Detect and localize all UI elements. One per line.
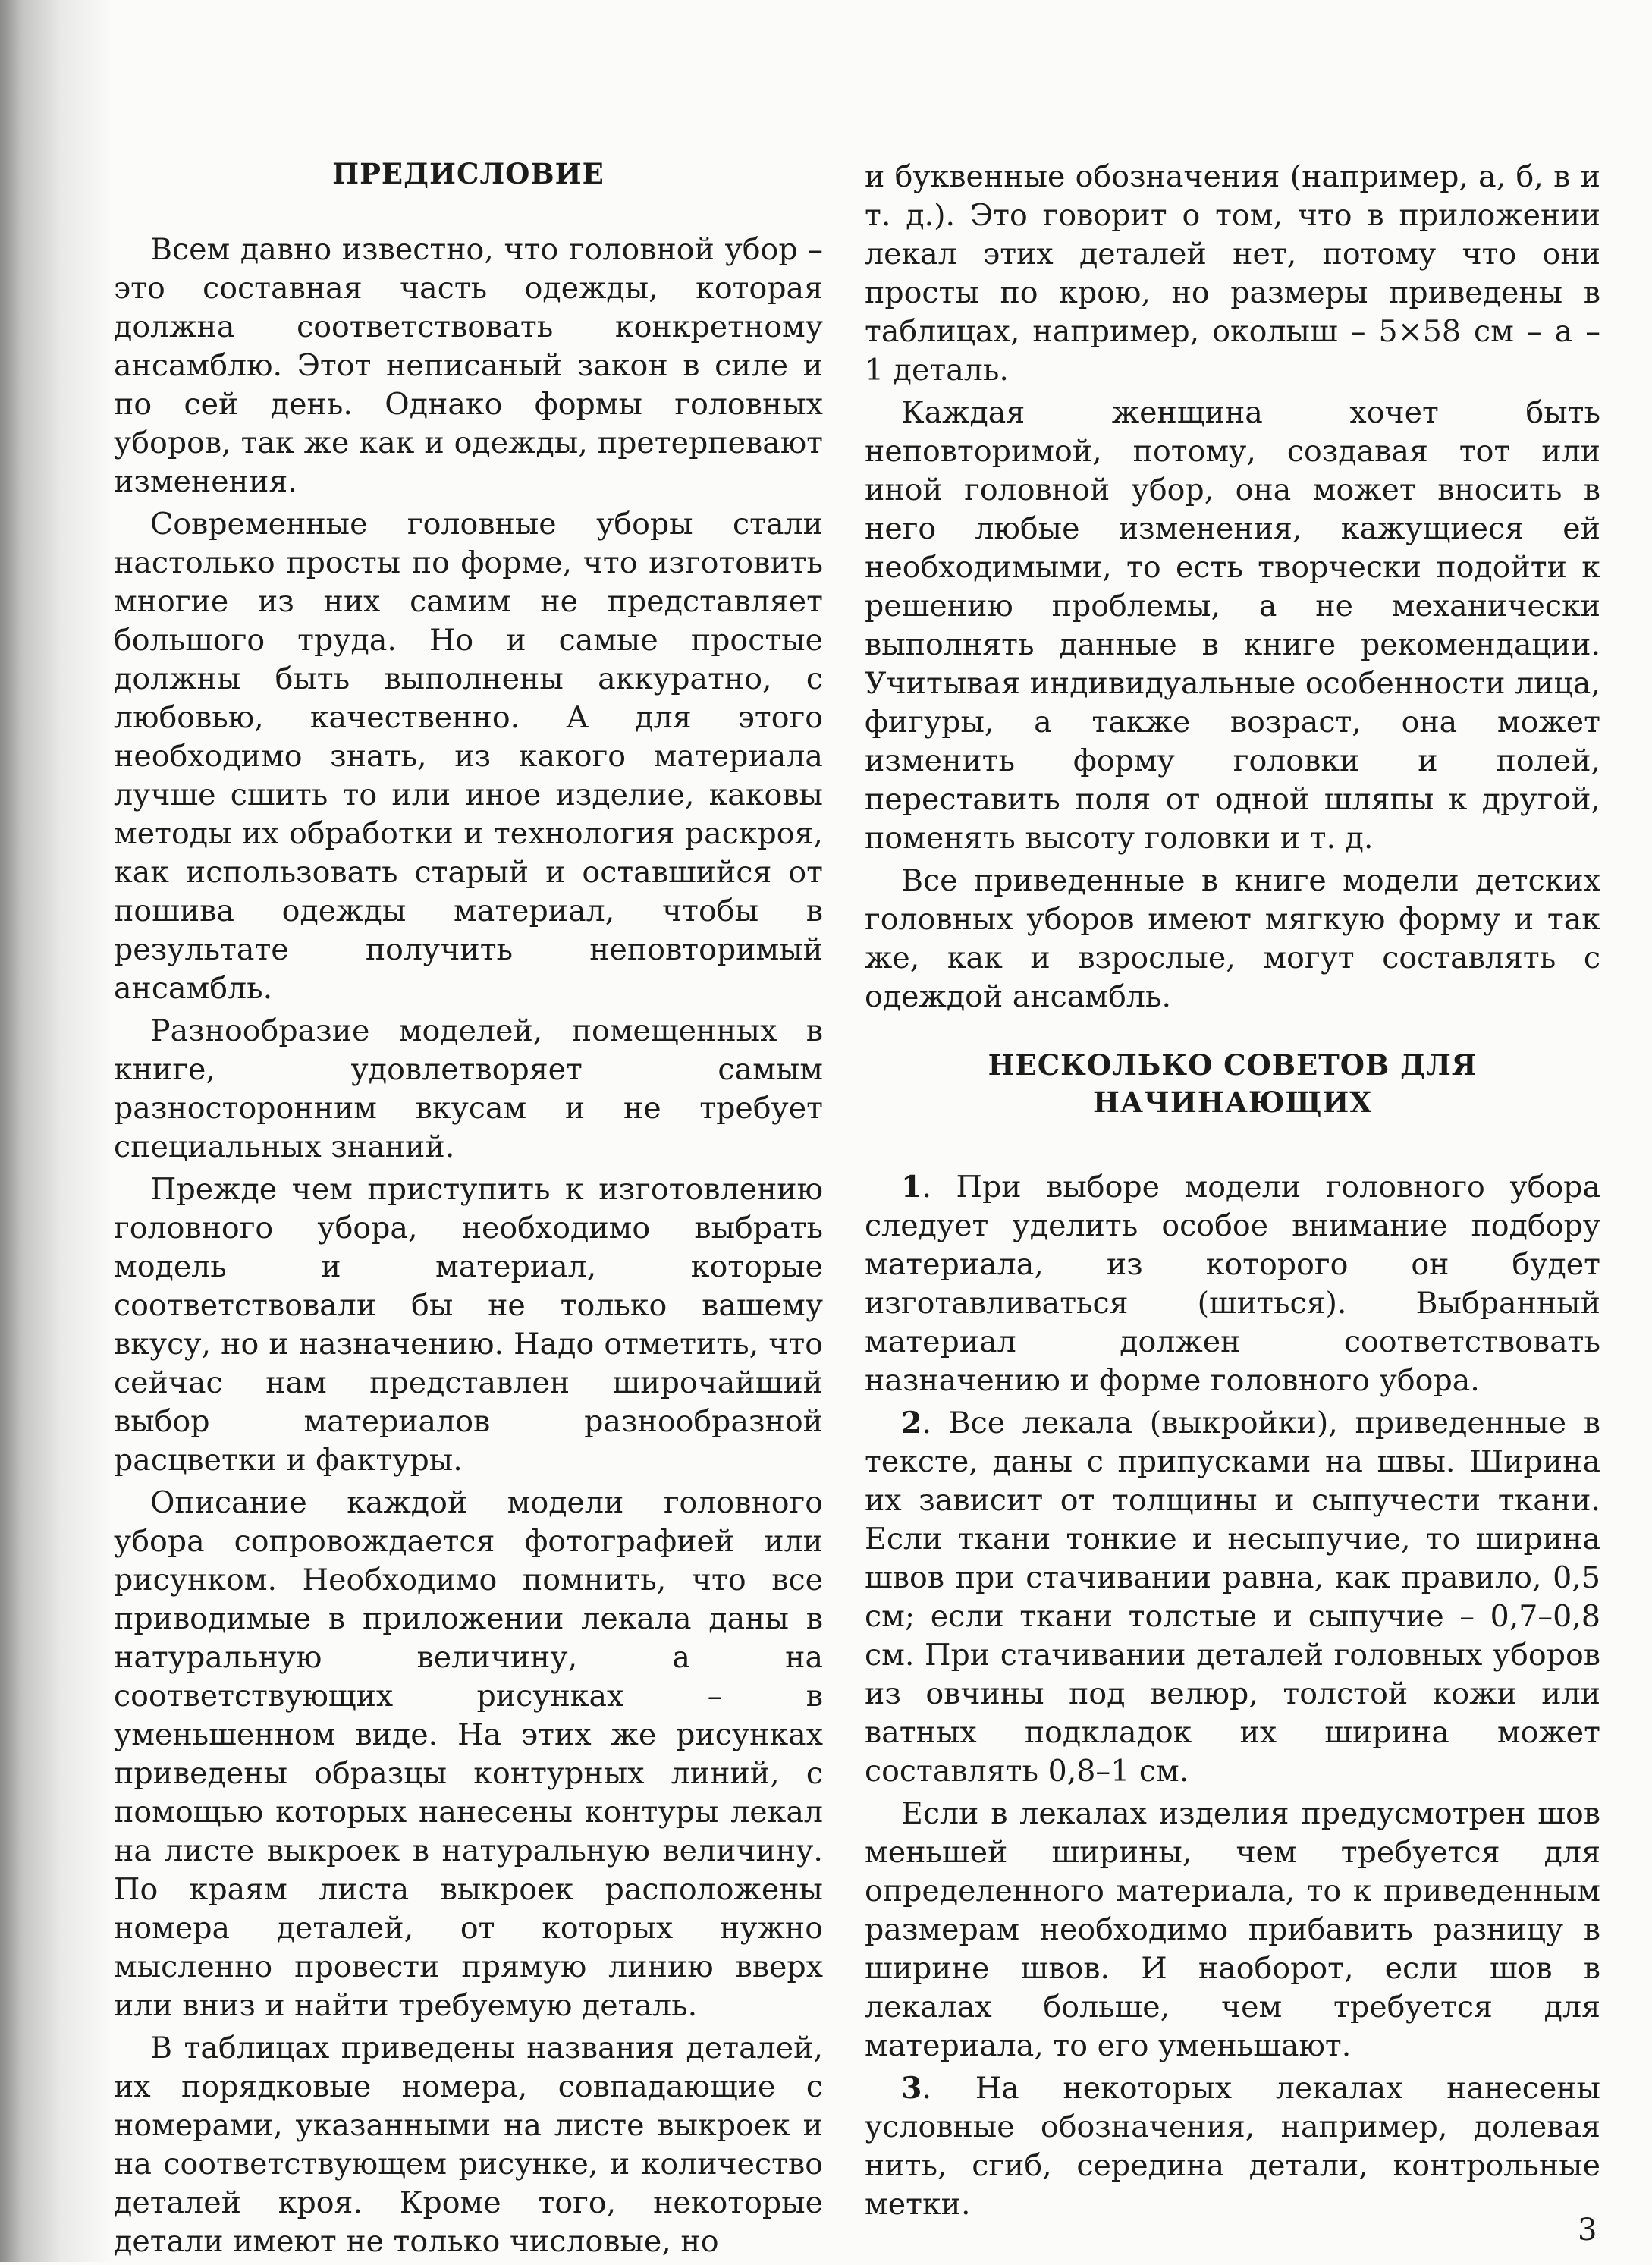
- tips-heading: [865, 1047, 1600, 1121]
- left-column: [114, 156, 823, 2265]
- tip-2-text: . Все лекала (выкройки), приведенные в тексте, даны с припусками на швы. Ширина их зависит от толщины и сыпучести ткани. Если ткани тонкие и несыпучие, то ширина швов при стачивании равна, как правило, 0,5 см; если ткани толстые и сыпучие – 0,7–0,8 см. При стачивании деталей головных уборов из овчины под велюр, толстой кожи или ватных подкладок их ширина может составлять 0,8–1 см.: [865, 1406, 1600, 1789]
- left-paragraph-6: В таблицах приведены названия деталей, их порядковые номера, совпадающие с номерами, указанными на листе выкроек и на соответствующем рисунке, и количество деталей кроя. Кроме того, некоторые детали имеют не только числовые, но: [114, 2031, 823, 2259]
- preface-heading: ПРЕДИСЛОВИЕ: [332, 157, 605, 190]
- tips-heading-line-2: НАЧИНАЮЩИХ: [1092, 1085, 1373, 1119]
- left-paragraph-1: Всем давно известно, что головной убор – это составная часть одежды, которая должна соответствовать конкретному ансамблю. Этот неписаный закон в силе и по сей день. Однако формы головных уборов, так же как и одежды, претерпевают изменения.: [114, 232, 823, 499]
- page-number: 3: [1578, 2213, 1597, 2248]
- spine-shadow: [0, 0, 114, 2262]
- right-paragraph-2: Все приведенные в книге модели детских головных уборов имеют мягкую форму и так же, как и взрослые, могут составлять с одеждой ансамбль.: [865, 863, 1600, 1014]
- tip-2: [865, 1404, 1600, 1791]
- tip-2-continuation: Если в лекалах изделия предусмотрен шов меньшей ширины, чем требуется для определенного материала, то к приведенным размерам необходимо прибавить разницу в ширине швов. И наоборот, если шов в лекалах больше, чем требуется для материала, то его уменьшают.: [865, 1796, 1600, 2063]
- tip-3-text: . На некоторых лекалах нанесены условные обозначения, например, долевая нить, сгиб, середина детали, контрольные метки.: [865, 2071, 1600, 2222]
- tip-1-number: 1: [901, 1170, 922, 1205]
- tip-3-number: 3: [901, 2071, 922, 2106]
- left-paragraph-2: Современные головные уборы стали настолько просты по форме, что изготовить многие из них самим не представляет большого труда. Но и самые простые должны быть выполнены аккуратно, с любовью, качественно. А для этого необходимо знать, из какого материала лучше сшить то или иное изделие, каковы методы их обработки и технология раскроя, как использовать старый и оставшийся от пошива одежды материал, чтобы в результате получить неповторимый ансамбль.: [114, 507, 823, 1006]
- left-paragraph-5: Описание каждой модели головного убора сопровождается фотографией или рисунком. Необходимо помнить, что все приводимые в приложении лекала даны в натуральную величину, а на соответствующих рисунках – в уменьшенном виде. На этих же рисунках приведены образцы контурных линий, с помощью которых нанесены контуры лекал на листе выкроек в натуральную величину. По краям листа выкроек расположены номера деталей, от которых нужно мысленно провести прямую линию вверх или вниз и найти требуемую деталь.: [114, 1485, 823, 2023]
- tip-2-number: 2: [901, 1406, 922, 1440]
- tip-3: [865, 2069, 1600, 2224]
- left-paragraph-4: Прежде чем приступить к изготовлению головного убора, необходимо выбрать модель и материал, которые соответствовали бы не только вашему вкусу, но и назначению. Надо отметить, что сейчас нам представлен широчайший выбор материалов разнообразной расцветки и фактуры.: [114, 1172, 823, 1478]
- left-paragraph-3: Разнообразие моделей, помещенных в книге, удовлетворяет самым разносторонним вкусам и не требует специальных знаний.: [114, 1013, 823, 1164]
- tip-1: [865, 1168, 1600, 1400]
- right-column: [865, 158, 1600, 2228]
- right-paragraph-1: Каждая женщина хочет быть неповторимой, потому, создавая тот или иной головной убор, она может вносить в него любые изменения, кажущиеся ей необходимыми, то есть творчески подойти к решению проблемы, а не механически выполнять данные в книге рекомендации. Учитывая индивидуальные особенности лица, фигуры, а также возраст, она может изменить форму головки и полей, переставить поля от одной шляпы к другой, поменять высоту головки и т. д.: [865, 395, 1600, 856]
- right-continuation: и буквенные обозначения (например, а, б, в и т. д.). Это говорит о том, что в приложении лекал этих деталей нет, потому что они просты по крою, но размеры приведены в таблицах, например, околыш – 5×58 см – а – 1 деталь.: [865, 159, 1600, 388]
- tips-heading-line-1: НЕСКОЛЬКО СОВЕТОВ ДЛЯ: [988, 1048, 1478, 1082]
- tip-1-text: . При выборе модели головного убора следует уделить особое внимание подбору материала, из которого он будет изготавливаться (шиться). Выбранный материал должен соответствовать назначению и форме головного убора.: [865, 1170, 1600, 1398]
